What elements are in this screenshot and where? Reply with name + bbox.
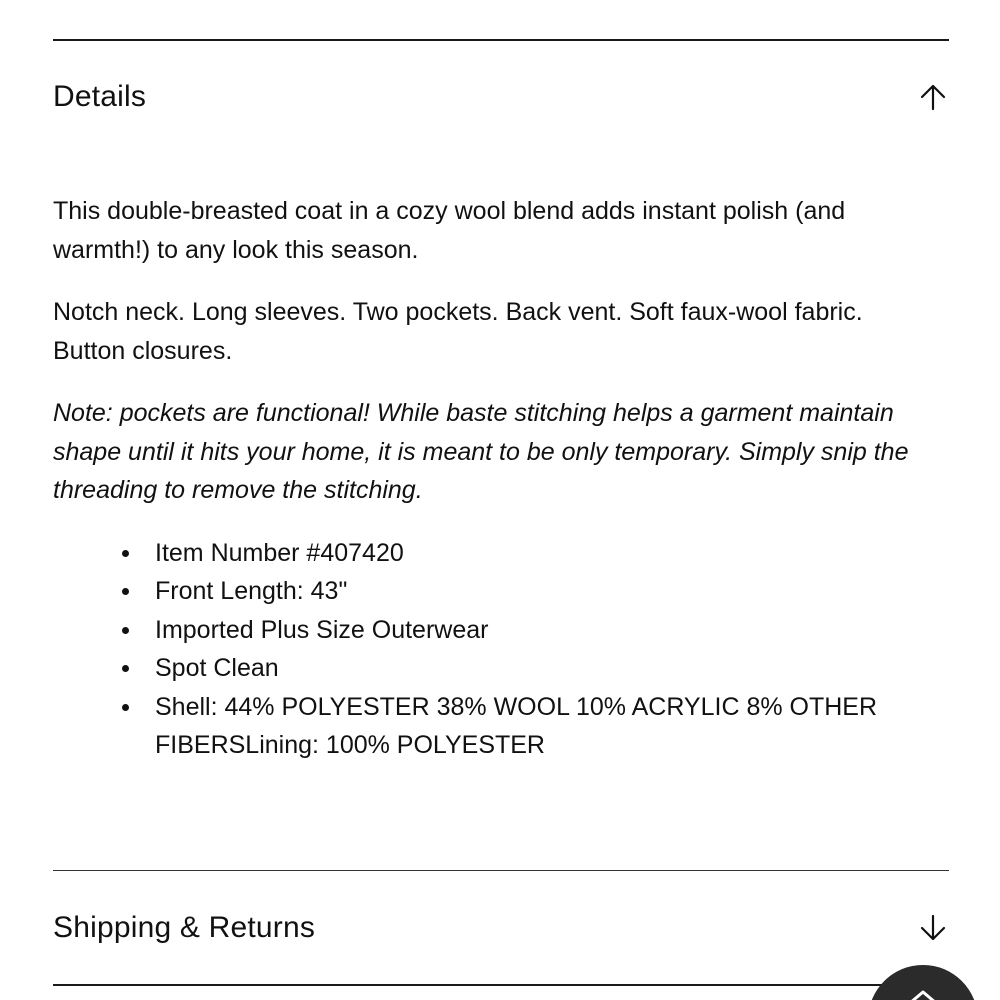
arrow-down-icon[interactable]: [917, 912, 949, 944]
chevron-up-icon: [906, 987, 940, 1000]
arrow-up-icon[interactable]: [917, 81, 949, 113]
scroll-to-top-button[interactable]: [868, 965, 978, 1000]
top-divider: [53, 39, 949, 41]
list-item: Item Number #407420: [155, 534, 933, 573]
shipping-title: Shipping & Returns: [53, 911, 316, 944]
care-note: Note: pockets are functional! While baste stitching helps a garment maintain shape until it hits your home, it is meant to be only temporary. Simply snip the threading to remove the stitching.: [53, 399, 909, 504]
details-content: [53, 192, 933, 765]
shipping-accordion-header[interactable]: [53, 898, 949, 958]
list-item: Shell: 44% POLYESTER 38% WOOL 10% ACRYLIC 8% OTHER FIBERSLining: 100% POLYESTER: [155, 688, 933, 765]
details-title: Details: [53, 80, 147, 113]
list-item: Front Length: 43": [155, 572, 933, 611]
list-item: Imported Plus Size Outerwear: [155, 611, 933, 650]
list-item: Spot Clean: [155, 649, 933, 688]
description-paragraph: This double-breasted coat in a cozy wool blend adds instant polish (and warmth!) to any look this season.: [53, 197, 846, 264]
section-divider: [53, 870, 949, 871]
bottom-divider: [53, 984, 949, 986]
features-paragraph: Notch neck. Long sleeves. Two pockets. Back vent. Soft faux-wool fabric. Button closures.: [53, 298, 863, 365]
details-accordion-header[interactable]: [53, 67, 949, 127]
details-list: [53, 534, 933, 765]
